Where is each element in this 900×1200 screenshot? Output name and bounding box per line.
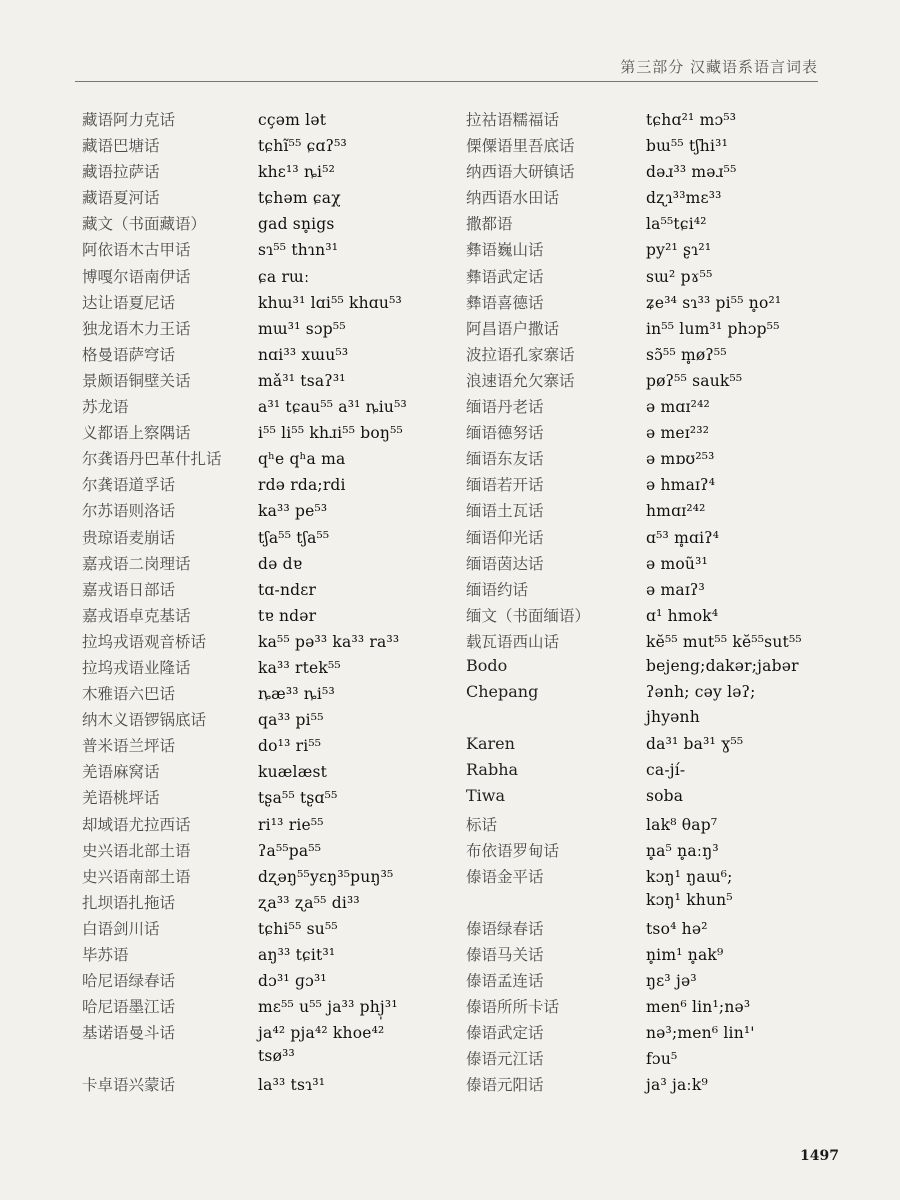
word-form: ə hmaɪʔ⁴ xyxy=(646,476,716,495)
right-column xyxy=(466,108,886,1100)
word-entry-row xyxy=(82,682,462,708)
word-form: fɔu⁵ xyxy=(646,1050,678,1069)
word-entry-row xyxy=(82,291,462,317)
language-name: 傣语元江话 xyxy=(466,1050,544,1069)
word-entry-row xyxy=(82,839,462,865)
word-form: ʑe³⁴ sɿ³³ pi⁵⁵ n̥o²¹ xyxy=(646,293,782,312)
word-entry-row xyxy=(82,630,462,656)
word-form: ka⁵⁵ pə³³ ka³³ ra³³ xyxy=(258,632,400,651)
language-name: 缅语约话 xyxy=(466,580,529,599)
language-name: 苏龙语 xyxy=(82,398,129,417)
word-form: dɔ³¹ ɡɔ³¹ xyxy=(258,972,327,991)
word-entry-row xyxy=(82,447,462,473)
language-name: 傣语所所卡话 xyxy=(466,998,560,1017)
word-entry-row xyxy=(82,369,462,395)
word-form: khɛ¹³ ȵi⁵² xyxy=(258,163,336,182)
language-name: 史兴语北部土语 xyxy=(82,841,191,860)
word-form: ʔənh; cəy ləʔ; xyxy=(646,683,756,702)
language-name: 傣语武定话 xyxy=(466,1024,544,1043)
word-entry-row xyxy=(82,1073,462,1099)
word-form: kĕ⁵⁵ mut⁵⁵ kĕ⁵⁵sut⁵⁵ xyxy=(646,632,802,651)
word-form: ə mɑɪ²⁴² xyxy=(646,398,710,417)
language-name: 波拉语孔家寨话 xyxy=(466,345,575,364)
word-entry-row xyxy=(466,447,886,473)
language-name: 嘉戎语卓克基话 xyxy=(82,606,191,625)
word-form: ca-jí- xyxy=(646,761,686,780)
word-form: ə meɪ²³² xyxy=(646,424,710,443)
word-form: kɔŋ¹ khun⁵ xyxy=(646,890,733,909)
language-name: 藏语拉萨话 xyxy=(82,163,160,182)
word-form: dʐɿ³³mɛ³³ xyxy=(646,189,722,208)
word-entry-row xyxy=(466,604,886,630)
word-entry-row xyxy=(82,265,462,291)
word-form: tɕhəm ɕaχ xyxy=(258,189,341,208)
word-entry-row xyxy=(82,656,462,682)
word-entry-row xyxy=(82,212,462,238)
language-name: Chepang xyxy=(466,682,539,702)
word-entry-row xyxy=(466,343,886,369)
language-name: 嘉戎语日部话 xyxy=(82,580,176,599)
word-form: i⁵⁵ li⁵⁵ khɹi⁵⁵ boŋ⁵⁵ xyxy=(258,424,403,443)
language-name: 傈僳语里吾底话 xyxy=(466,137,575,156)
language-name: 标话 xyxy=(466,815,498,834)
language-name: Bodo xyxy=(466,655,508,675)
word-form: py²¹ ʂɿ²¹ xyxy=(646,241,712,260)
language-name: 彝语巍山话 xyxy=(466,241,544,260)
word-form: gad sn̥igs xyxy=(258,215,335,234)
word-form: kuælæst xyxy=(258,763,328,782)
word-form: tso⁴ hə² xyxy=(646,919,708,938)
language-name: 缅语东友话 xyxy=(466,450,544,469)
word-entry-row xyxy=(82,943,462,969)
word-entry-row xyxy=(466,265,886,291)
word-entry-row xyxy=(466,160,886,186)
word-form: hmɑɪ²⁴² xyxy=(646,502,706,521)
word-entry-row xyxy=(82,134,462,160)
page-number: 1497 xyxy=(800,1148,839,1164)
word-entry-row xyxy=(82,238,462,264)
word-entry-row xyxy=(466,734,886,760)
word-entry-row xyxy=(82,395,462,421)
language-name: 羌语桃坪话 xyxy=(82,789,160,808)
header-rule xyxy=(75,81,818,82)
word-entry-row xyxy=(466,1047,886,1073)
word-form: ə mɒʊ²⁵³ xyxy=(646,450,715,469)
language-name: 傣语金平话 xyxy=(466,867,544,886)
word-entry-row xyxy=(466,317,886,343)
word-form: mǎ³¹ tsaʔ³¹ xyxy=(258,371,346,390)
word-entry-row xyxy=(82,865,462,891)
word-entry-row xyxy=(82,473,462,499)
word-entry-row xyxy=(82,108,462,134)
word-form: ȵæ³³ ȵi⁵³ xyxy=(258,685,335,704)
word-entry-row xyxy=(466,499,886,525)
word-form: aŋ³³ tɕit³¹ xyxy=(258,946,336,964)
word-form: cçəm lət xyxy=(258,111,327,129)
word-entry-row xyxy=(466,108,886,134)
word-entry-row xyxy=(82,1047,462,1073)
language-name: 景颇语铜壁关话 xyxy=(82,371,191,390)
word-entry-row xyxy=(466,238,886,264)
word-entry-row xyxy=(82,995,462,1021)
word-entry-row xyxy=(466,943,886,969)
language-name: Tiwa xyxy=(466,786,506,806)
header-title: 第三部分 汉藏语系语言词表 xyxy=(620,58,818,76)
language-name: 木雅语六巴话 xyxy=(82,685,176,704)
language-name: 阿依语木古甲话 xyxy=(82,241,191,260)
word-form: qʰe qʰa ma xyxy=(258,450,346,469)
word-entry-row xyxy=(466,865,886,891)
language-name: 纳木义语锣锅底话 xyxy=(82,711,207,730)
word-form: ɑ⁵³ m̥ɑiʔ⁴ xyxy=(646,528,720,547)
word-form: ɕa rɯː xyxy=(258,267,310,286)
word-entry-row xyxy=(466,421,886,447)
word-form: tɕhɑ²¹ mɔ⁵³ xyxy=(646,111,737,129)
word-entry-row xyxy=(466,630,886,656)
word-entry-row xyxy=(82,1021,462,1047)
word-entry-row xyxy=(466,473,886,499)
word-form: ŋɛ³ jə³ xyxy=(646,972,697,991)
word-form: soba xyxy=(646,787,684,806)
word-entry-row xyxy=(82,186,462,212)
word-form: a³¹ tɕau⁵⁵ a³¹ ȵiu⁵³ xyxy=(258,398,407,417)
word-form: nɑi³³ xɯu⁵³ xyxy=(258,345,349,364)
word-form: ri¹³ rie⁵⁵ xyxy=(258,815,324,834)
word-entry-row xyxy=(82,891,462,917)
language-name: 藏文（书面藏语） xyxy=(82,215,207,234)
word-form: qa³³ pi⁵⁵ xyxy=(258,711,324,730)
word-form: jhyənh xyxy=(646,708,700,727)
word-entry-row xyxy=(466,917,886,943)
word-form: tɕhĩ⁵⁵ ɕɑʔ⁵³ xyxy=(258,137,347,156)
word-entry-row xyxy=(466,839,886,865)
language-name: 嘉戎语二岗理话 xyxy=(82,554,191,573)
word-entry-row xyxy=(466,291,886,317)
word-form: ka³³ pe⁵³ xyxy=(258,502,328,521)
language-name: 彝语喜德话 xyxy=(466,293,544,312)
word-form: in⁵⁵ lum³¹ phɔp⁵⁵ xyxy=(646,319,780,338)
language-name: 拉坞戎语业隆话 xyxy=(82,658,191,677)
word-form: la³³ tsɿ³¹ xyxy=(258,1076,326,1095)
word-entry-row xyxy=(82,708,462,734)
language-name: 基诺语曼斗话 xyxy=(82,1024,176,1043)
language-name: 博嘎尔语南伊话 xyxy=(82,267,191,286)
language-name: 阿昌语户撒话 xyxy=(466,319,560,338)
word-form: la⁵⁵tɕi⁴² xyxy=(646,215,707,234)
word-form: khɯ³¹ lɑi⁵⁵ khɑu⁵³ xyxy=(258,293,402,312)
word-entry-row xyxy=(82,317,462,343)
word-form: dəɹ³³ məɹ⁵⁵ xyxy=(646,163,737,182)
word-form: n̥im¹ n̥ak⁹ xyxy=(646,946,724,964)
word-form: ja³ jaːk⁹ xyxy=(646,1076,708,1095)
word-entry-row xyxy=(82,813,462,839)
word-entry-row xyxy=(82,734,462,760)
word-entry-row xyxy=(466,708,886,734)
language-name: 浪速语允欠寨话 xyxy=(466,371,575,390)
language-name: 贵琼语麦崩话 xyxy=(82,528,176,547)
word-form: ʐa³³ ʐa⁵⁵ di³³ xyxy=(258,893,360,912)
word-form: tɐ ndər xyxy=(258,606,317,625)
language-name: 毕苏语 xyxy=(82,946,129,964)
language-name: 傣语元阳话 xyxy=(466,1076,544,1095)
language-name: 藏语阿力克话 xyxy=(82,111,176,129)
language-name: 义都语上察隅话 xyxy=(82,424,191,443)
word-entry-row xyxy=(82,499,462,525)
language-name: 纳西语大研镇话 xyxy=(466,163,575,182)
word-form: do¹³ ri⁵⁵ xyxy=(258,737,322,756)
language-name: 彝语武定话 xyxy=(466,267,544,286)
word-entry-row xyxy=(466,656,886,682)
word-form: dʐəŋ⁵⁵yɛŋ³⁵puŋ³⁵ xyxy=(258,867,394,886)
word-form: ja⁴² pja⁴² khoe⁴² xyxy=(258,1024,385,1043)
word-entry-row xyxy=(82,160,462,186)
language-name: 藏语夏河话 xyxy=(82,189,160,208)
word-entry-row xyxy=(466,395,886,421)
language-name: 格曼语萨穹话 xyxy=(82,345,176,364)
word-form: sɯ² pɤ⁵⁵ xyxy=(646,267,713,286)
language-name: 尔苏语则洛话 xyxy=(82,502,176,521)
language-name: 普米语兰坪话 xyxy=(82,737,176,756)
language-name: 羌语麻窝话 xyxy=(82,763,160,782)
language-name: 史兴语南部土语 xyxy=(82,867,191,886)
language-name: 缅语若开话 xyxy=(466,476,544,495)
word-entry-row xyxy=(466,369,886,395)
left-column xyxy=(82,108,462,1100)
word-form: ə moũ³¹ xyxy=(646,554,708,573)
word-form: ɑ¹ hmok⁴ xyxy=(646,606,719,625)
language-name: 缅语丹老话 xyxy=(466,398,544,417)
word-form: sɔ̃⁵⁵ m̥øʔ⁵⁵ xyxy=(646,345,727,364)
language-name: Rabha xyxy=(466,760,519,780)
language-name: 纳西语水田话 xyxy=(466,189,560,208)
word-entry-row xyxy=(466,969,886,995)
language-name: 拉祜语糯福话 xyxy=(466,111,560,129)
word-form: də dɐ xyxy=(258,554,303,573)
language-name: 傣语孟连话 xyxy=(466,972,544,991)
language-name: 拉坞戎语观音桥话 xyxy=(82,632,207,651)
language-name: 藏语巴塘话 xyxy=(82,137,160,156)
language-name: 傣语绿春话 xyxy=(466,919,544,938)
language-name: 扎坝语扎拖话 xyxy=(82,893,176,912)
language-name: 缅语茵达话 xyxy=(466,554,544,573)
word-form: pøʔ⁵⁵ sauk⁵⁵ xyxy=(646,371,743,390)
word-form: lak⁸ θap⁷ xyxy=(646,815,718,834)
word-form: ka³³ rtek⁵⁵ xyxy=(258,658,341,677)
word-form: kɔŋ¹ ŋaɯ⁶; xyxy=(646,867,733,886)
language-name: 傣语马关话 xyxy=(466,946,544,964)
running-header xyxy=(0,48,818,82)
word-entry-row xyxy=(466,552,886,578)
word-form: sɿ⁵⁵ thɿn³¹ xyxy=(258,241,339,260)
word-entry-row xyxy=(466,995,886,1021)
word-entry-row xyxy=(466,578,886,604)
word-entry-row xyxy=(82,421,462,447)
word-form: tɕhi⁵⁵ su⁵⁵ xyxy=(258,919,338,938)
word-entry-row xyxy=(466,891,886,917)
language-name: 缅语仰光话 xyxy=(466,528,544,547)
word-entry-row xyxy=(82,343,462,369)
word-entry-row xyxy=(466,813,886,839)
word-form: da³¹ ba³¹ ɣ⁵⁵ xyxy=(646,735,744,754)
language-name: 达让语夏尼话 xyxy=(82,293,176,312)
language-name: 缅文（书面缅语） xyxy=(466,606,591,625)
word-form: rdə rda;rdi xyxy=(258,476,346,495)
language-name: 尔龚语丹巴革什扎话 xyxy=(82,450,222,469)
word-entry-row xyxy=(82,760,462,786)
word-form: mɯ³¹ sɔp⁵⁵ xyxy=(258,319,346,338)
language-name: 缅语德努话 xyxy=(466,424,544,443)
word-entry-row xyxy=(466,134,886,160)
word-form: ʔa⁵⁵pa⁵⁵ xyxy=(258,841,322,860)
language-name: 却域语尤拉西话 xyxy=(82,815,191,834)
language-name: 缅语土瓦话 xyxy=(466,502,544,521)
word-entry-row xyxy=(466,526,886,552)
word-form: bɯ⁵⁵ tʃhi³¹ xyxy=(646,137,728,156)
word-entry-row xyxy=(82,604,462,630)
word-entry-row xyxy=(466,760,886,786)
language-name: 白语剑川话 xyxy=(82,919,160,938)
language-name: 尔龚语道孚话 xyxy=(82,476,176,495)
language-name: 载瓦语西山话 xyxy=(466,632,560,651)
word-entry-row xyxy=(82,578,462,604)
word-form: tʂa⁵⁵ tʂɑ⁵⁵ xyxy=(258,789,338,808)
word-form: mɛ⁵⁵ u⁵⁵ ja³³ phj̩³¹ xyxy=(258,998,398,1017)
word-entry-row xyxy=(466,212,886,238)
word-form: men⁶ lin¹;nə³ xyxy=(646,998,751,1017)
language-name: 哈尼语绿春话 xyxy=(82,972,176,991)
word-form: tsø³³ xyxy=(258,1047,295,1066)
word-entry-row xyxy=(82,786,462,812)
word-entry-row xyxy=(82,552,462,578)
word-entry-row xyxy=(466,1021,886,1047)
word-entry-row xyxy=(82,917,462,943)
word-form: bejeng;dakər;jabər xyxy=(646,656,799,675)
word-entry-row xyxy=(82,969,462,995)
word-form: ə maɪʔ³ xyxy=(646,580,705,599)
word-form: tɑ-ndɛr xyxy=(258,580,317,599)
word-entry-row xyxy=(466,186,886,212)
language-name: 布依语罗甸话 xyxy=(466,841,560,860)
language-name: Karen xyxy=(466,734,515,754)
word-entry-row xyxy=(466,786,886,812)
word-entry-row xyxy=(466,682,886,708)
word-form: tʃa⁵⁵ tʃa⁵⁵ xyxy=(258,528,330,547)
language-name: 卡卓语兴蒙话 xyxy=(82,1076,176,1095)
language-name: 哈尼语墨江话 xyxy=(82,998,176,1017)
word-entry-row xyxy=(466,1073,886,1099)
word-entry-row xyxy=(82,526,462,552)
word-form: n̥a⁵ n̥aːŋ³ xyxy=(646,841,719,860)
word-form: nə³;men⁶ lin¹' xyxy=(646,1024,755,1043)
language-name: 撒都语 xyxy=(466,215,513,234)
language-name: 独龙语木力王话 xyxy=(82,319,191,338)
